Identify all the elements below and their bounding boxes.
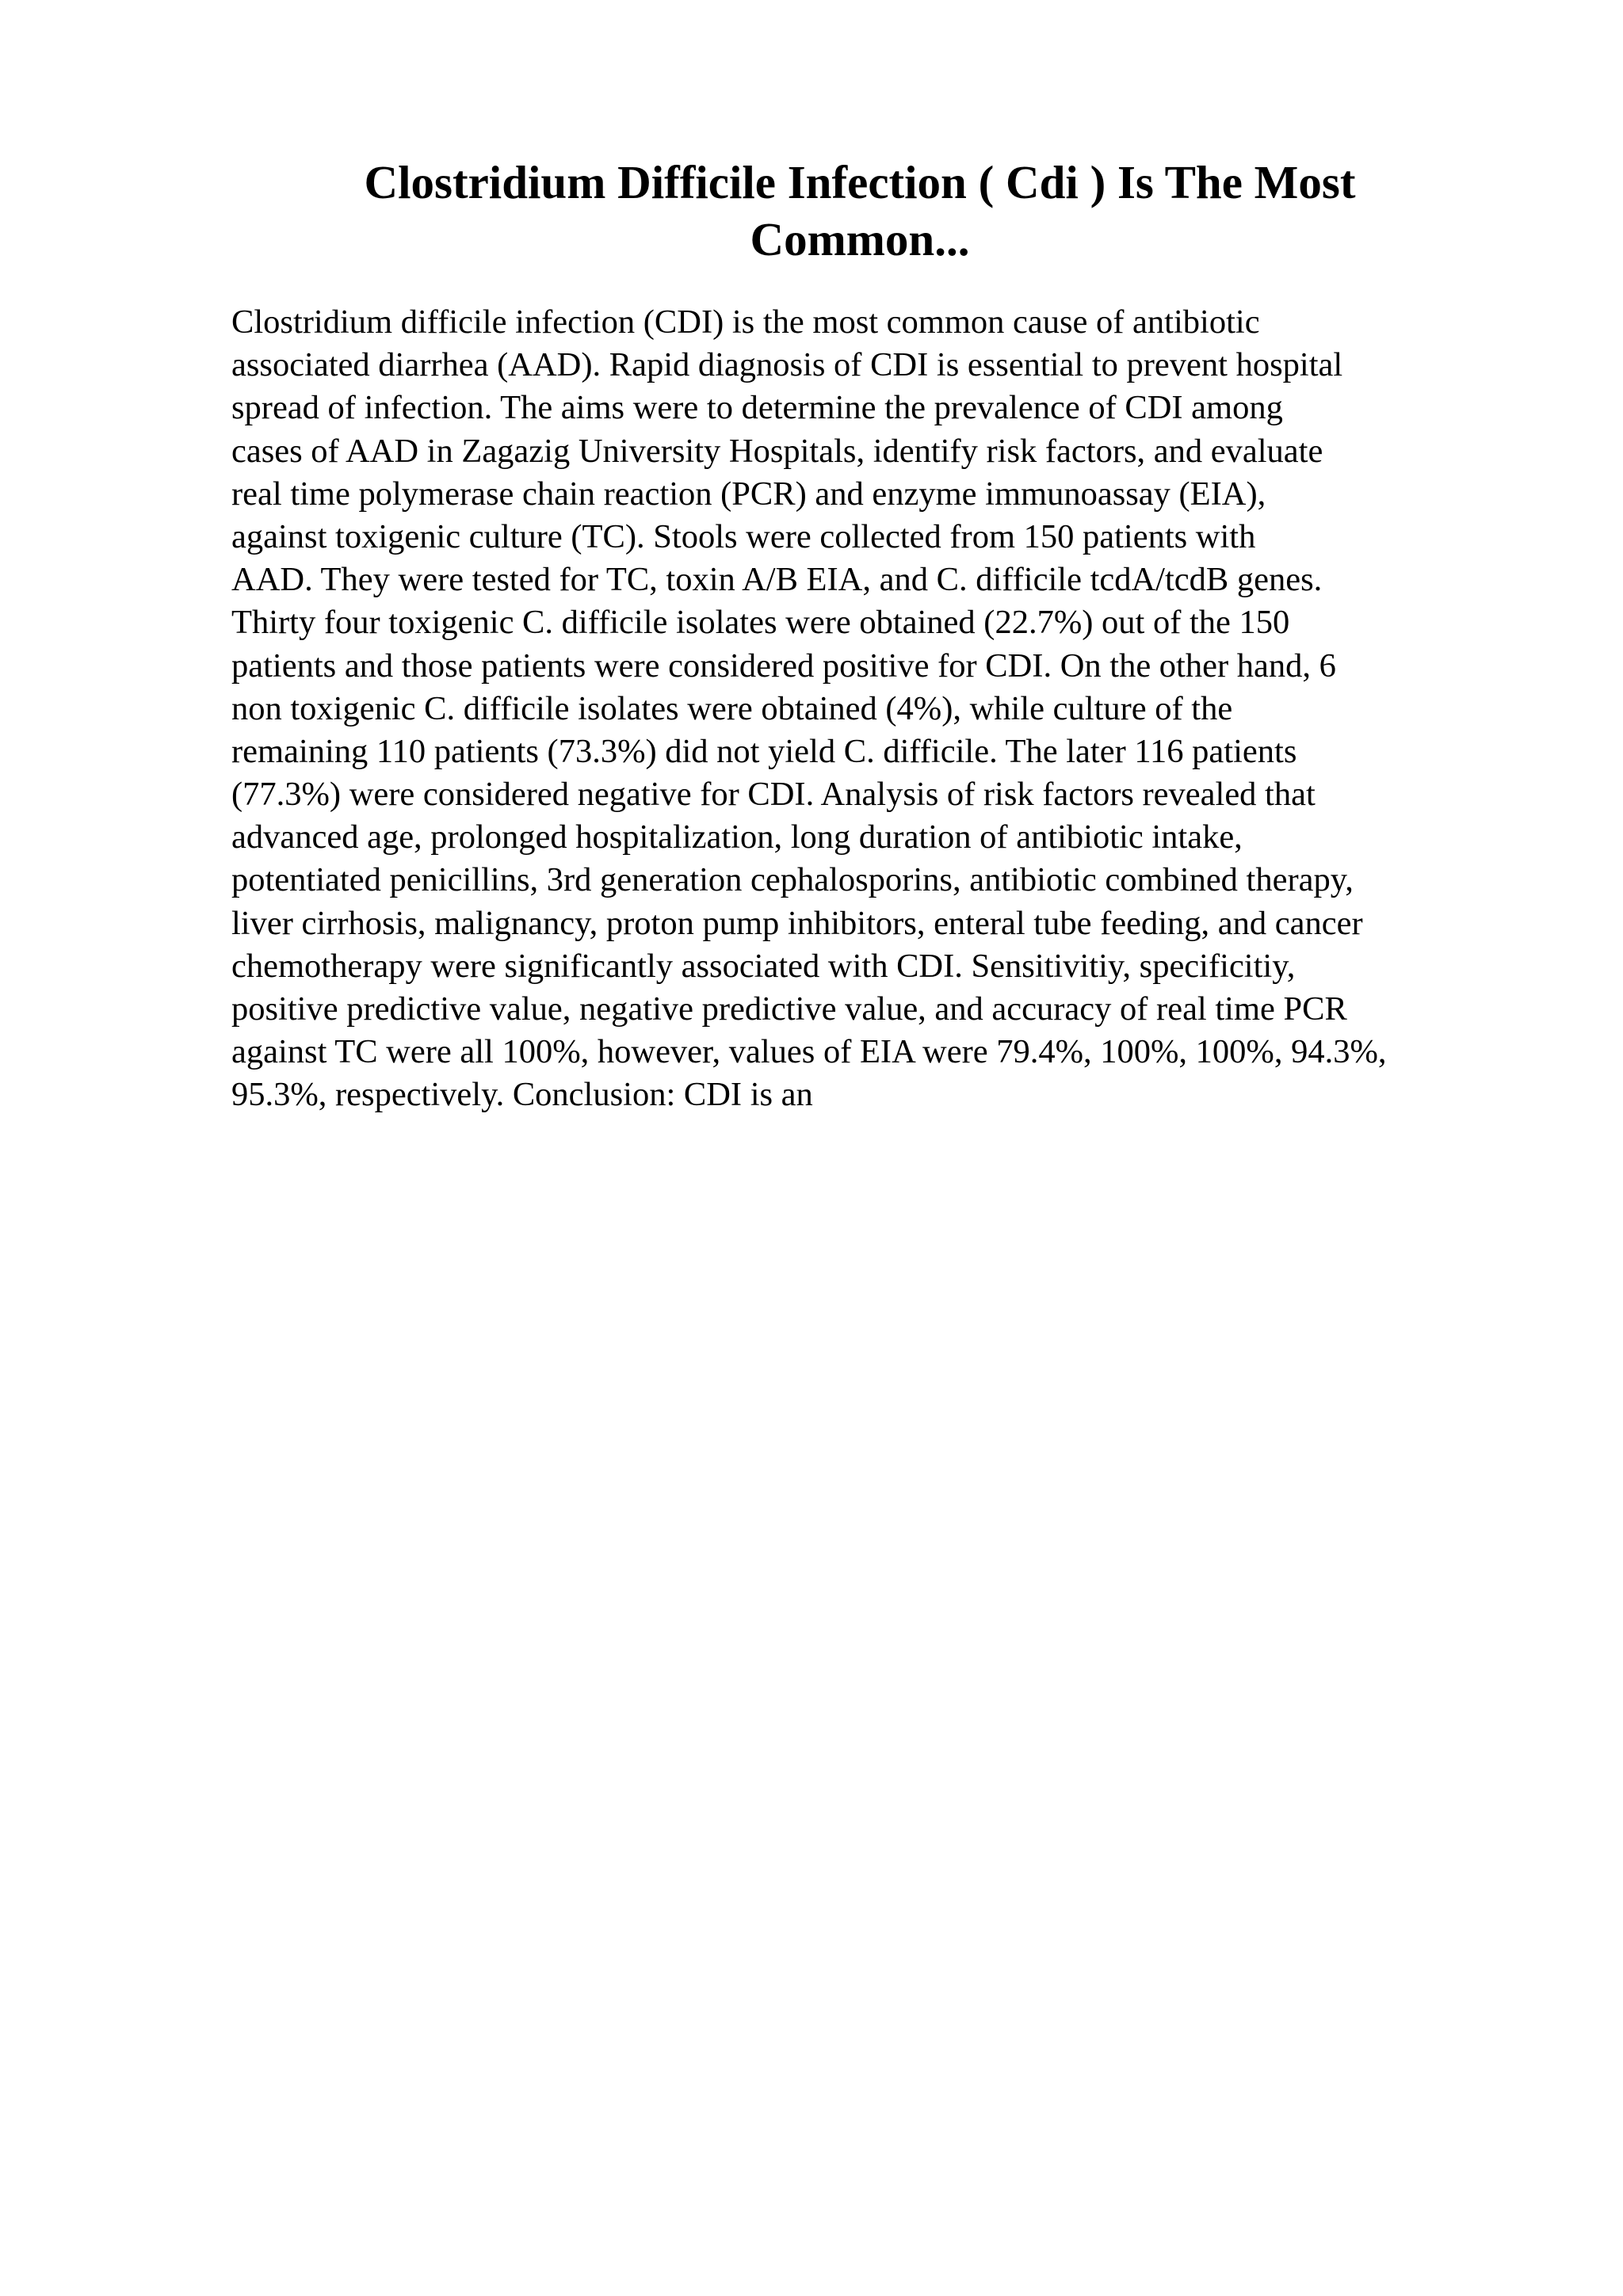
body-line: cases of AAD in Zagazig University Hospitals, identify risk factors, and evaluate xyxy=(231,432,1323,470)
body-line: non toxigenic C. difficile isolates were obtained (4%), while culture of the xyxy=(231,689,1233,727)
body-line: against TC were all 100%, however, values of EIA were 79.4%, 100%, 100%, 94.3%, xyxy=(231,1033,1387,1071)
title-line-2: Common... xyxy=(750,213,970,265)
body-line: positive predictive value, negative predictive value, and accuracy of real time PCR xyxy=(231,990,1347,1028)
body-line: Thirty four toxigenic C. difficile isolates were obtained (22.7%) out of the 150 xyxy=(231,604,1290,642)
body-line: associated diarrhea (AAD). Rapid diagnosis of CDI is essential to prevent hospital xyxy=(231,346,1343,384)
document-title xyxy=(262,154,1458,268)
body-line: potentiated penicillins, 3rd generation cephalosporins, antibiotic combined therapy, xyxy=(231,861,1354,899)
body-line: chemotherapy were significantly associated with CDI. Sensitivitiy, specificitiy, xyxy=(231,947,1296,985)
body-line: 95.3%, respectively. Conclusion: CDI is an xyxy=(231,1076,813,1114)
body-line: (77.3%) were considered negative for CDI. Analysis of risk factors revealed that xyxy=(231,776,1316,814)
title-line-1: Clostridium Difficile Infection ( Cdi ) Is The Most xyxy=(364,156,1356,208)
body-line: remaining 110 patients (73.3%) did not yield C. difficile. The later 116 patients xyxy=(231,732,1297,770)
body-line: Clostridium difficile infection (CDI) is the most common cause of antibiotic xyxy=(231,303,1260,341)
body-line: patients and those patients were considered positive for CDI. On the other hand, 6 xyxy=(231,646,1336,685)
body-line: AAD. They were tested for TC, toxin A/B EIA, and C. difficile tcdA/tcdB genes. xyxy=(231,561,1323,599)
abstract-body xyxy=(231,301,1515,1117)
body-line: spread of infection. The aims were to determine the prevalence of CDI among xyxy=(231,389,1283,427)
body-line: advanced age, prolonged hospitalization, long duration of antibiotic intake, xyxy=(231,818,1243,856)
body-line: real time polymerase chain reaction (PCR) and enzyme immunoassay (EIA), xyxy=(231,475,1266,513)
body-line: against toxigenic culture (TC). Stools were collected from 150 patients with xyxy=(231,517,1256,555)
body-line: liver cirrhosis, malignancy, proton pump inhibitors, enteral tube feeding, and cancer xyxy=(231,904,1363,942)
